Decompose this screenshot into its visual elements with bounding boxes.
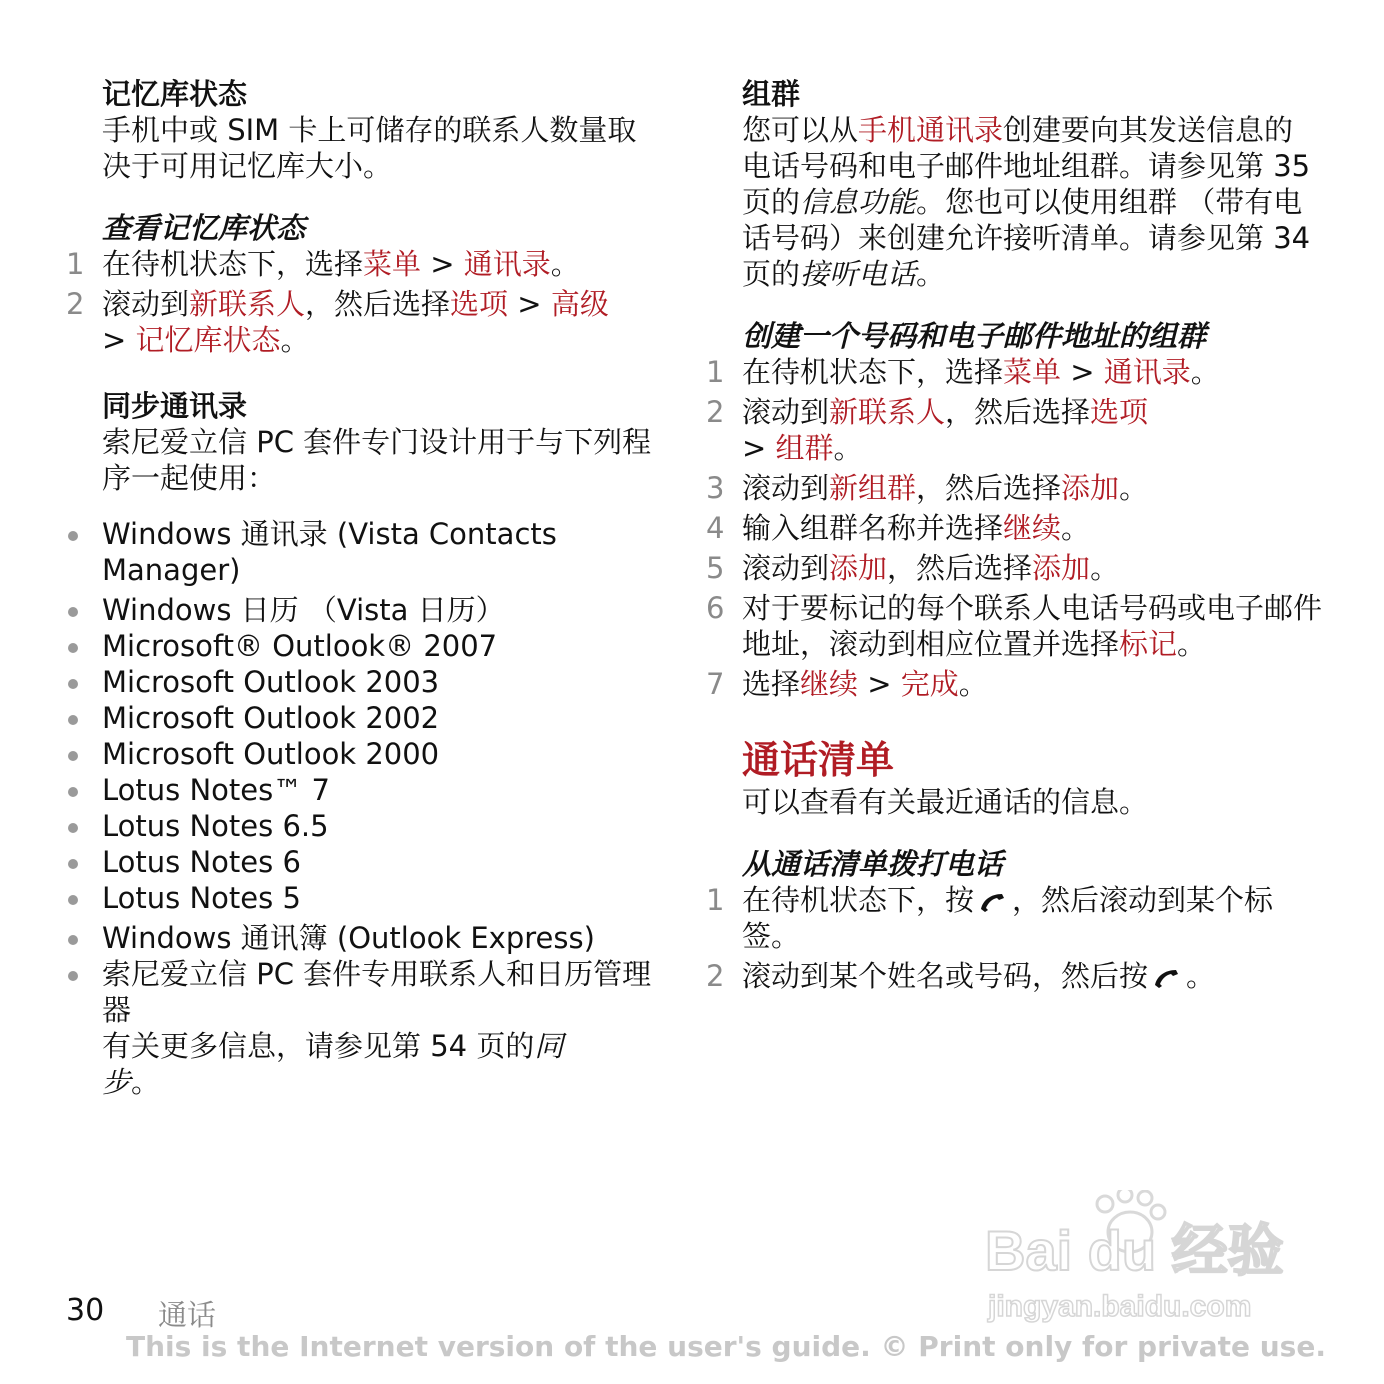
memory-status-heading: 记忆库状态 — [102, 77, 248, 111]
done-link[interactable]: 完成 — [900, 667, 959, 701]
dial-from-list-steps — [706, 882, 1322, 994]
bullet-icon — [68, 679, 78, 689]
step-item: 2 滚动到新联系人，然后选择选项 > 高级 > 记忆库状态。 — [66, 287, 609, 357]
step-number: 1 — [706, 883, 725, 917]
step-item: 3 滚动到新组群，然后选择添加。 — [706, 471, 1149, 505]
watermark-url: jingyan.baidu.com — [988, 1290, 1252, 1323]
continue-link[interactable]: 继续 — [1003, 511, 1062, 545]
step-number: 1 — [66, 247, 85, 281]
memory-status-body: 手机中或 SIM 卡上可储存的联系人数量取决于可用记忆库大小。 — [102, 113, 637, 183]
sync-heading: 同步通讯录 — [102, 389, 248, 423]
call-list-body: 可以查看有关最近通话的信息。 — [742, 785, 1149, 819]
options-link[interactable]: 选项 — [450, 287, 509, 321]
step-number: 7 — [706, 667, 725, 701]
step-item: 5 滚动到添加，然后选择添加。 — [706, 551, 1120, 585]
groups-heading: 组群 — [742, 77, 801, 111]
bullet-icon — [68, 751, 78, 761]
bullet-icon — [68, 643, 78, 653]
options-link[interactable]: 选项 — [1090, 395, 1149, 429]
groups-body: 您可以从手机通讯录创建要向其发送信息的电话号码和电子邮件地址组群。请参见第 35 页的信息功能。您也可以使用组群 （带有电话号码）来创建允许接听清单。请参见第 34 页的接听电话。 — [742, 113, 1311, 291]
list-item: Lotus Notes™ 7 — [102, 772, 662, 808]
menu-link[interactable]: 菜单 — [363, 247, 422, 281]
bullet-icon — [68, 607, 78, 617]
step-item: 7 选择继续 > 完成。 — [706, 667, 988, 701]
step-number: 4 — [706, 511, 725, 545]
list-item: Lotus Notes 5 — [102, 880, 662, 916]
accept-calls-ref[interactable]: 接听电话 — [800, 257, 917, 291]
bullet-icon — [68, 531, 78, 541]
watermark-brand: Bai du 经验 — [985, 1219, 1284, 1282]
step-item: 6 对于要标记的每个联系人电话号码或电子邮件地址，滚动到相应位置并选择标记。 — [706, 591, 1323, 661]
contacts-link[interactable]: 通讯录 — [1103, 355, 1191, 389]
create-group-heading: 创建一个号码和电子邮件地址的组群 — [742, 319, 1207, 353]
menu-link[interactable]: 菜单 — [1003, 355, 1062, 389]
sync-program-list — [102, 516, 662, 1028]
bullet-icon — [68, 935, 78, 945]
list-item: Lotus Notes 6 — [102, 844, 662, 880]
list-item: Windows 通讯录 (Vista Contacts Manager) — [102, 516, 662, 588]
messaging-ref[interactable]: 信息功能 — [800, 185, 917, 219]
phone-call-icon — [1152, 967, 1182, 989]
view-memory-heading: 查看记忆库状态 — [102, 211, 306, 245]
groups-link[interactable]: 组群 — [775, 431, 834, 465]
memory-status-link[interactable]: 记忆库状态 — [135, 323, 281, 357]
bullet-icon — [68, 787, 78, 797]
step-item: 2 滚动到新联系人，然后选择选项 > 组群。 — [706, 395, 1149, 465]
left-column — [66, 76, 662, 1100]
list-item: Microsoft® Outlook® 2007 — [102, 628, 662, 664]
bullet-icon — [68, 823, 78, 833]
advanced-link[interactable]: 高级 — [550, 287, 609, 321]
step-number: 2 — [706, 959, 725, 993]
add-link[interactable]: 添加 — [1032, 551, 1091, 585]
footer-copyright-note: This is the Internet version of the user's guide. © Print only for private use. — [126, 1330, 1326, 1363]
bullet-icon — [68, 895, 78, 905]
list-item: Windows 通讯簿 (Outlook Express) — [102, 920, 662, 956]
sync-body: 索尼爱立信 PC 套件专门设计用于与下列程序一起使用： — [102, 425, 652, 495]
step-number: 6 — [706, 591, 725, 625]
mark-link[interactable]: 标记 — [1119, 627, 1178, 661]
page-number: 30 — [66, 1293, 105, 1328]
list-item: Microsoft Outlook 2003 — [102, 664, 662, 700]
right-column — [706, 76, 1323, 998]
footer-section-label: 通话 — [158, 1298, 217, 1332]
step-number: 1 — [706, 355, 725, 389]
add-link[interactable]: 添加 — [1061, 471, 1120, 505]
list-item: Microsoft Outlook 2002 — [102, 700, 662, 736]
step-number: 2 — [66, 287, 85, 321]
new-contact-link[interactable]: 新联系人 — [189, 287, 306, 321]
list-item: Lotus Notes 6.5 — [102, 808, 662, 844]
new-contact-link[interactable]: 新联系人 — [829, 395, 946, 429]
call-list-title: 通话清单 — [742, 738, 895, 782]
bullet-icon — [68, 971, 78, 981]
step-item: 1 在待机状态下，选择菜单 > 通讯录。 — [706, 355, 1220, 389]
step-item: 1 在待机状态下，按 ，然后滚动到某个标签。 — [706, 883, 1274, 953]
dial-from-list-heading: 从通话清单拨打电话 — [742, 847, 1004, 881]
list-item: Microsoft Outlook 2000 — [102, 736, 662, 772]
add-link[interactable]: 添加 — [829, 551, 888, 585]
step-item: 2 滚动到某个姓名或号码，然后按 。 — [706, 959, 1216, 993]
view-memory-steps — [66, 246, 662, 358]
new-group-link[interactable]: 新组群 — [829, 471, 917, 505]
sync-page-ref[interactable]: 同步 — [102, 1029, 564, 1099]
step-number: 3 — [706, 471, 725, 505]
step-item: 4 输入组群名称并选择继续。 — [706, 511, 1091, 545]
list-item: Windows 日历 （Vista 日历） — [102, 592, 662, 628]
contacts-link[interactable]: 通讯录 — [463, 247, 551, 281]
sync-more-info: 有关更多信息，请参见第 54 页的同步。 — [102, 1029, 564, 1099]
list-item: 索尼爱立信 PC 套件专用联系人和日历管理器 — [102, 956, 662, 1028]
continue-link[interactable]: 继续 — [800, 667, 859, 701]
bullet-icon — [68, 859, 78, 869]
phone-call-icon — [978, 891, 1008, 913]
step-number: 5 — [706, 551, 725, 585]
create-group-steps — [706, 354, 1323, 702]
step-item: 1 在待机状态下，选择菜单 > 通讯录。 — [66, 247, 580, 281]
phone-contacts-link[interactable]: 手机通讯录 — [858, 113, 1004, 147]
step-number: 2 — [706, 395, 725, 429]
baidu-jingyan-watermark — [980, 1190, 1300, 1325]
bullet-icon — [68, 715, 78, 725]
